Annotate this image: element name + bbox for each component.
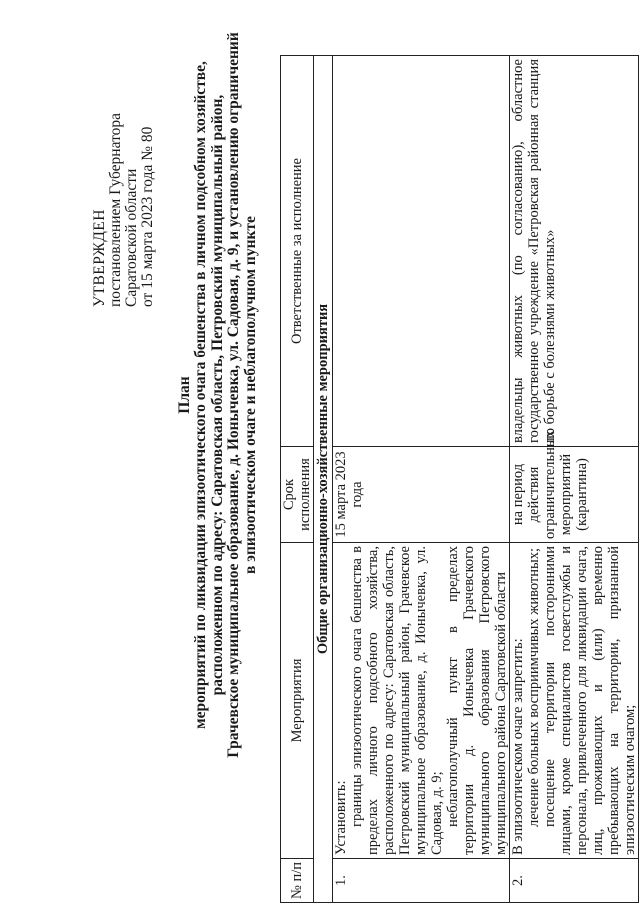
approval-line-3: от 15 марта 2023 года № 80	[139, 126, 156, 307]
title-line-2: мероприятий по ликвидации эпизоотического очага бешенства в личном подсобном хозяйстве,	[192, 61, 210, 729]
table-row	[333, 56, 510, 903]
measure-intro: Установить:	[333, 780, 349, 855]
row-responsible: владельцы животных (по согласованию), областное государственное учреждение «Петровская районная станция по борьбе с болезнями животных»	[510, 56, 639, 447]
title-line-1: План	[176, 376, 193, 414]
approval-line-2: Саратовской области	[123, 168, 140, 307]
section-row	[314, 56, 333, 903]
row-num: 2.	[510, 859, 639, 903]
measure-paragraph: лечение больных восприимчивых животных;	[526, 548, 542, 827]
plan-title	[177, 0, 259, 795]
header-deadline: Срок исполнения	[281, 447, 314, 543]
row-responsible	[333, 56, 510, 447]
header-num: № п/п	[281, 859, 314, 903]
title-line-5: в эпизоотическом очаге и неблагополучном пункте	[241, 216, 259, 574]
table-row	[510, 56, 639, 903]
measure-paragraph: посещение территории посторонними лицами, кроме специалистов госветслужбы и персонала, привлеченного для ликвидации очага, лиц, проживающих и (или) временно пребывающих на территории, признанной эпизоотическим очагом;	[542, 546, 638, 855]
row-deadline: на период действия ограничительных мероприятий (карантина)	[510, 447, 639, 543]
row-measures	[510, 543, 639, 859]
row-num: 1.	[333, 859, 510, 903]
approval-stamp	[92, 113, 156, 307]
approval-line-1: постановлением Губернатора	[107, 112, 124, 307]
table-header-row	[281, 56, 314, 903]
row-measures	[333, 543, 510, 859]
title-line-3: расположенном по адресу: Саратовская область, Петровский муниципальный район,	[208, 94, 226, 696]
header-responsible: Ответственные за исполнение	[281, 56, 314, 447]
header-measures: Мероприятия	[281, 543, 314, 859]
measure-intro: В эпизоотическом очаге запретить:	[510, 638, 526, 855]
approval-heading: УТВЕРЖДЕН	[91, 209, 108, 307]
title-line-4: Грачевское муниципальное образование, д. Ионычевка, ул. Садовая, д. 9, и установлению ограничений	[225, 32, 243, 758]
plan-table	[280, 55, 639, 903]
measure-paragraph: границы эпизоотического очага бешенства в пределах личного подсобного хозяйства, расположенного по адресу: Саратовская область, Петровский муниципальный район, Грачевское муниципальное образование, д. Ионычевка, ул. Садовая, д. 9;	[349, 546, 445, 855]
measure-paragraph: неблагополучный пункт в пределах территории д. Ионычевка Грачевского муниципального образования Петровского муниципального района Саратовской области	[445, 546, 509, 855]
section-title: Общие организационно-хозяйственные мероприятия	[314, 56, 333, 903]
row-deadline: 15 марта 2023 года	[333, 447, 510, 543]
